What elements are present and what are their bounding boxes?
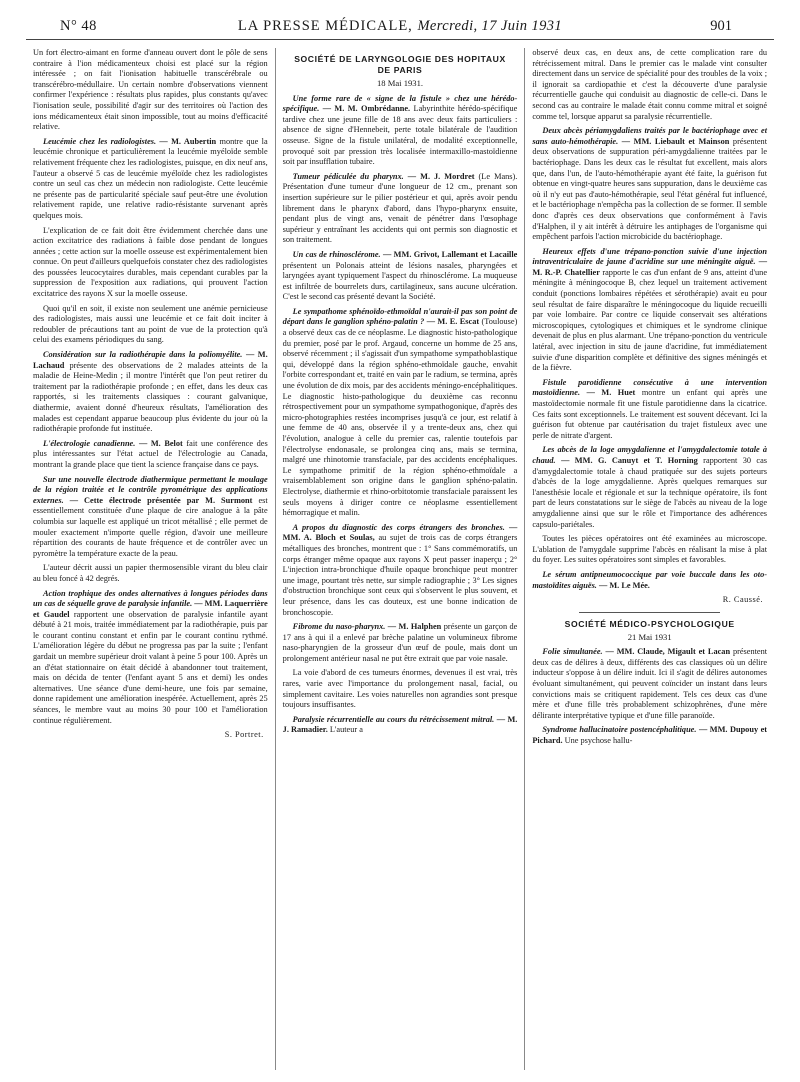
intro-paragraph: Un fort électro-aimant en forme d'anneau ouvert dont le pôle de sens contraire à l'ion médicamenteux choisi est placé sur la région intéressée ; on fait l'ionisation habituelle transcérébrale ou transcérébro-médullaire. Un certain nombre d'observations viennent confirmer l'expérience : résultats plus rapides, plus constants qu'avec l'ionisation seule, possibilité d'agir sur des territoires où l'action des ions médicamenteux était sinon impossible, tout au moins d'efficacité relative. bbox=[33, 48, 268, 132]
communication-author: — M. M. Ombrédanne. bbox=[322, 104, 411, 114]
communication-title: Heureux effets d'une trépano-ponction suivie d'une injection intraventriculaire de jaune d'acridine sur une méningite aiguë. bbox=[532, 246, 768, 267]
communication-author: — M. Huet bbox=[586, 388, 636, 398]
body-paragraph: L'explication de ce fait doit être évidemment cherchée dans une action excitatrice des radiations à faible dose pendant de longues années ; cette action sur la moelle osseuse est expérimentalement bien connue. On peut d'ailleurs quelquefois constater chez des radiologistes des poussées leucocytaires durables, mais cependant curables par la suppression de l'exposition aux radiations, qui prouvent l'action excitatrice des rayons X sur la moelle osseuse. bbox=[33, 225, 268, 299]
communication-tumeur bbox=[283, 172, 518, 246]
communication-title: A propos du diagnostic des corps étrangers des bronches. bbox=[292, 522, 505, 532]
communication-title: Fibrome du naso-pharynx. bbox=[292, 622, 386, 632]
page-number: 901 bbox=[710, 18, 732, 34]
communication-author: — MM. Dupouy et Pichard. bbox=[532, 725, 768, 746]
communication-author: — Cette électrode présentée par M. Surmont bbox=[69, 495, 253, 505]
communication-author: — M. R.-P. Chatellier bbox=[532, 257, 768, 277]
communication-ondes bbox=[33, 589, 268, 727]
communication-text: montre que la leucémie chronique et particulièrement la leucémie myéloïde semble relativement fréquente chez les radiologistes, puisque, en dix neuf ans, l'auteur a observé 5 cas de leucémie myéloïde chez les radiologistes contre un seul cas chez un médecin non radiologiste. Cette leucémie ne présente pas de particularité spéciale sauf peut-être une évolution relativement rapide, une relative radio-résistante survenant après quelques mois. bbox=[33, 136, 268, 220]
reporter-signature: S. Portret. bbox=[224, 730, 264, 740]
communication-leucemie bbox=[33, 137, 268, 222]
journal-title: LA PRESSE MÉDICALE, bbox=[237, 18, 413, 34]
communication-text: fait une conférence des plus intéressantes sur l'état actuel de l'électrologie au Canada, montrant la grande place que tient la science française dans ce pays. bbox=[33, 438, 268, 469]
column-2 bbox=[275, 48, 525, 1070]
body-paragraph: Toutes les pièces opératoires ont été examinées au microscope. L'ablation de l'amygdale supprime l'abcès en réalisant la mise à plat du foyer. Les suites opératoires sont simples et favorables. bbox=[532, 534, 768, 565]
communication-title: Le sérum antipneumococcique par voie buccale dans les oto-mastoïdites aiguës. bbox=[532, 569, 768, 590]
communication-text: présente un garçon de 17 ans à qui il a enlevé par brèche palatine un volumineux fibrome naso-pharyngien de la grosseur d'un œuf de poule, mais dont un prolongement antérieur nasal ne put être extrait que par voie nasale. bbox=[282, 622, 518, 663]
communication-text: au sujet de trois cas de corps étrangers métalliques des bronches, montrent que : 1° Sans commémoratifs, un corps étranger même opaque aux rayons X peut passer inaperçu ; 2° L'injection intra-bronchique d'huile opaque bronchique peut montrer une image, pourtant très nette, sur simple radiographie ; 3° Les signes d'obstruction bronchique sont ceux qui s'observent le plus souvent, et leur présence, dans les cas douteux, est une bonne indication de bronchoscopie. bbox=[282, 533, 518, 617]
communication-text: rapportent une observation de paralysie infantile ayant débuté à 21 mois, traitée immédiatement par la radiothérapie, puis par le courant continu constant et enfin par le courant continu rythmé. L'amélioration légère du début ne progressa pas par la suite ; l'enfant gardait un membre supérieur droit valant à peine 5 pour 100. Après un an d'état stationnaire on était décidé à abandonner tout traitement, mais on décida de tenter (l'enfant ayant 5 ans et demi) les ondes alternatives. Une séance d'une demi-heure, une fois par semaine, donne rapidement une amélioration inespérée. Actuellement, après 25 séances, le membre vaut au moins 30 pour 100 et l'amélioration continue régulièrement. bbox=[33, 609, 268, 725]
communication-fistule bbox=[283, 94, 518, 168]
communication-sympathome bbox=[283, 307, 518, 519]
communication-folie bbox=[532, 647, 767, 721]
communication-corps-etrangers bbox=[283, 523, 518, 618]
column-1 bbox=[26, 48, 275, 1070]
communication-abces bbox=[532, 126, 767, 243]
communication-text: présentent un Polonais atteint de lésions nasales, pharyngées et laryngées ayant typiquement l'aspect du rhinosclérome. La muqueuse est infiltrée de bourrelets durs, cartilagineux, sans aucune ulcération. C'est le second cas présenté devant la Société. bbox=[282, 260, 518, 302]
communication-title: Deux abcès périamygdaliens traités par le bactériophage avec et sans auto-hémothérapie. bbox=[532, 126, 768, 146]
communication-text: rapportent 30 cas d'amygdalectomie totale à chaud pratiquée sur des sujets porteurs d'abcès de la loge amygdalienne. Après quelques remarques sur l'anesthésie locale et régionale et sur la technique opératoire, ils font part de leurs constatations sur le siège de l'abcès au niveau de la loge amygdalienne ainsi que sur le rôle et l'importance des adhérences capsulo-pariétales. bbox=[532, 455, 768, 529]
communication-text: Labyrinthite hérédo-spécifique tardive chez une jeune fille de 18 ans avec deux faits particuliers : absence de signe d'Hennebeit, perte totale bilatérale de l'audition osseuse. Signe de la fistule unilatéral, de modalité exceptionnelle, provoqué soit par pression très localisée intermaxillo-mastoïdienne soit par insufflation tubaire. bbox=[282, 104, 518, 167]
communication-title: Sur une nouvelle électrode diathermique permettant le moulage de la région traitée et le contrôle pyrométrique des applications externes. bbox=[33, 474, 268, 505]
communication-author: — MM. Claude, Migault et Lacan bbox=[605, 647, 731, 657]
communication-title: Folie simultanée. bbox=[542, 647, 603, 657]
communication-title: Action trophique des ondes alternatives à longues périodes dans un cas de séquelle grave de paralysie infantile. bbox=[33, 588, 268, 609]
communication-author: — M. Le Mée. bbox=[598, 580, 650, 590]
section-heading-line: DE PARIS bbox=[377, 65, 423, 75]
communication-author: — MM. A. Bloch et Soulas, bbox=[282, 522, 518, 543]
communication-author: — MM. Liebault et Mainson bbox=[621, 136, 730, 146]
communication-trepano-ponction bbox=[532, 247, 767, 374]
communication-title: Leucémie chez les radiologistes. bbox=[43, 136, 157, 146]
section-heading bbox=[283, 54, 518, 76]
section-heading: SOCIÉTÉ MÉDICO-PSYCHOLOGIQUE bbox=[564, 618, 735, 629]
body-paragraph: La voie d'abord de ces tumeurs énormes, devenues il est vrai, très rares, varie avec l'importance du prolongement nasal, facial, ou simplement cavitaire. Les voies naturelles non agrandies sont presque toujours insuffisantes. bbox=[282, 668, 518, 710]
communication-title: Fistule parotidienne consécutive à une intervention mastoïdienne. bbox=[532, 377, 768, 398]
column-3 bbox=[524, 48, 774, 1070]
communication-paralysie bbox=[283, 715, 518, 736]
communication-author: — MM. G. Canuyt et T. Horning bbox=[561, 455, 698, 465]
section-divider bbox=[579, 612, 720, 613]
running-header bbox=[26, 14, 774, 40]
issue-number: N° 48 bbox=[60, 18, 97, 34]
communication-title: Tumeur pédiculée du pharynx. bbox=[292, 171, 404, 181]
communication-author: — M. Belot bbox=[138, 438, 183, 448]
body-paragraph: L'auteur décrit aussi un papier thermosensible virant du bleu clair au bleu foncé à 42 degrés. bbox=[33, 563, 268, 583]
communication-fibrome bbox=[283, 622, 518, 664]
communication-text: montre un enfant qui après une mastoïdectomie normale fit une fistule parotidienne dans la cicatrice. Ces faits sont exceptionnels. Le traitement est souvent décevant. Ici la guérison fut obtenue par cautérisation du trajet fistuleux avec une perle de nitrate d'argent. bbox=[532, 388, 768, 440]
communication-text: présentent deux cas de délires à deux, différents des cas classiques où un délire inducteur s'oppose à un délire induit. Ici il s'agit de délires autonomes évoluant simultanément, qui peuvent coïncider un instant dans leurs convictions mais se critiquent rapidement. Tels ces deux cas d'une mère et d'une fille très probablement schizophrènes, d'une mère délirante interprétative typique et d'une fille paranoïde. bbox=[532, 647, 768, 720]
communication-title: Les abcès de la loge amygdalienne et l'amygdalectomie totale à chaud. bbox=[532, 445, 768, 465]
communication-author: — M. Aubertin bbox=[159, 136, 217, 146]
section-heading-line: SOCIÉTÉ DE LARYNGOLOGIE DES HOPITAUX bbox=[294, 54, 506, 64]
communication-author: — MM. Laquerrière et Gaudel bbox=[33, 599, 268, 619]
communication-title: Paralysie récurrentielle au cours du rétrécissement mitral. bbox=[292, 714, 495, 724]
communication-author: — MM. Grivot, Lallemant et Lacaille bbox=[383, 249, 518, 259]
communication-text: L'auteur a bbox=[327, 725, 363, 735]
communication-title: Le sympathome sphénoïdo-ethmoïdal n'aurait-il pas son point de départ dans le ganglion sphéno-palatin ? bbox=[282, 306, 518, 327]
communication-loge-amygdalienne bbox=[532, 445, 767, 530]
communication-syndrome bbox=[532, 725, 767, 746]
communication-text: est essentiellement constituée d'une plaque de cire analogue à la pâte columbia sur laquelle est appliqué un tricot métallisé ; elle permet de mouler exactement n'importe quelle région, d'avoir une meilleure répartition des courants de haute fréquence et de contrôler avec un pyromètre la température exacte de la peau. bbox=[33, 495, 268, 558]
body-paragraph: Quoi qu'il en soit, il existe non seulement une anémie pernicieuse des radiologistes, mais aussi une leucémie et ce fait doit inciter à redoubler de précautions tant au point de vue de la protection qu'à celui des examens périodiques du sang. bbox=[33, 303, 268, 345]
communication-title: Une forme rare de « signe de la fistule » chez une hérédo-spécifique. bbox=[282, 93, 518, 114]
communication-text: présentent deux observations de suppuration péri-amygdalienne traitées par le bactériophage. Dans les deux cas le résultat fut excellent, mais alors que, dans l'un, de l'auto-hémothérapie ayant été faite, la guérison fut obtenue en vingt-quatre heures sans suppuration, dans le deuxième cas où il n'y eut pas d'auto-hémothérapie, seul l'état général fut influencé, et le bactériophage n'empêcha pas la collection de se former. Il semble donc d'après ces deux observations que conformément à l'avis d'Halphen, il y ait intérêt à détruire les antiphages de l'organisme qui empêchent parfois l'action microbicide du bactériophage. bbox=[532, 136, 768, 242]
communication-text: rapporte le cas d'un enfant de 9 ans, atteint d'une méningite à méningocoque B, chez lequel un traitement activement conduit (ponctions lombaires répétées et sérothérapie) avait eu pour seul résultat de faire disparaître le méningocoque du liquide recueilli par voie lombaire. Par contre ce liquide conservait ses altérations microscopiques, cytologiques et chimiques et le syndrome clinique devenait de plus en plus alarmant. Une trépano-ponction du ventricule latéral, avec injection in situ de jaune d'acridine, fut immédiatement suivie d'une disparition complète et définitive des signes méningés et de la fièvre. bbox=[532, 267, 768, 373]
communication-title: Syndrome hallucinatoire postencéphalitique. bbox=[542, 725, 697, 735]
reporter-signature: R. Caussé. bbox=[722, 595, 764, 605]
communication-poliomyelite bbox=[33, 350, 268, 435]
continued-paragraph: observé deux cas, en deux ans, de cette complication rare du rétrécissement mitral. Dans le premier cas le malade vint consulter directement dans un service de spécialité pour des troubles de la voix ; il ignorait sa cardiopathie et c'est la découverte d'une paralysie récurrentielle gauche qui conduisit au diagnostic de celle-ci. Dans le second cas au contraire le malade était connu comme mitral et soigné comme tel, lorsque apparut sa paralysie récurrentielle. bbox=[532, 48, 768, 121]
article-columns bbox=[26, 48, 774, 1070]
communication-title: Considération sur la radiothérapie dans la poliomyélite. bbox=[43, 350, 243, 360]
communication-author: — M. E. Escat bbox=[426, 317, 480, 327]
session-date: 21 Mai 1931 bbox=[627, 631, 672, 642]
communication-serum bbox=[532, 570, 767, 591]
communication-author: — M. Halphen bbox=[387, 622, 442, 632]
communication-electrode bbox=[33, 475, 268, 560]
communication-fistule-parotidienne bbox=[532, 378, 767, 442]
communication-text: présente des observations de 2 malades atteints de la maladie de Heine-Medin ; il montre l'intérêt que l'on peut retirer du traitement par la radiothérapie profonde ; en effet, dans les deux cas rapportés, si les traitements classiques : courant galvanique, diathermie, avaient donné d'heureux résultats, l'amélioration des malades est cependant apparue beaucoup plus évidente du jour où la radiothérapie profonde fut instituée. bbox=[33, 360, 268, 434]
issue-date: Mercredi, 17 Juin 1931 bbox=[417, 18, 563, 34]
communication-text: Une psychose hallu- bbox=[562, 736, 633, 746]
journal-masthead bbox=[26, 18, 774, 35]
communication-text: (Le Mans). Présentation d'une tumeur d'une longueur de 12 cm., prenant son insertion supérieure sur le pilier postérieur et qui, après avoir pendu librement dans le pharynx d'abord, dans l'hypo-pharynx ensuite, pendant plus de vingt ans, venait de pénétrer dans l'œsophage supérieur y entraînant les accidents qui ont permis son diagnostic et son traitement. bbox=[282, 171, 518, 245]
session-date: 18 Mai 1931. bbox=[376, 78, 424, 88]
communication-author: — M. Lachaud bbox=[33, 350, 268, 370]
communication-title: L'électrologie canadienne. bbox=[43, 438, 136, 448]
communication-author: — M. J. Ramadier. bbox=[282, 714, 518, 735]
communication-author: — M. J. Mordret bbox=[407, 171, 475, 181]
communication-title: Un cas de rhinosclérome. bbox=[292, 249, 381, 259]
communication-rhinosclerome bbox=[283, 250, 518, 303]
communication-text: (Toulouse) a observé deux cas de ce néoplasme. Le diagnostic histo-pathologique du premier, posé par le prof. Argaud, concerne un homme de 25 ans, observé récemment ; il s'agissait d'un sympathome sympathoblastique qui, développé dans la région sphéno-ethmoïdale gauche, envahit l'orbite correspondant et, traité en vain par le radium, se termina, après une évolution de dix mois, par des accidents méningo-encéphalitiques. Le diagnostic histo-pathologique du deuxième cas reconnu rétrospectivement pour un sympathome sympathogonique, d'après des micro-photographies restées incomprises jusqu'à ce jour, est relatif à une femme de 40 ans, observée il y a trente-deux ans, chez qui l'évolution, analogue à celle du premier cas, ralentie toutefois par l'électrolyse endonasale, se prolongea cinq ans, mais se termina, malgré une rhinotomie transfaciale, par des accidents encéphaliques. Le sympathome primitif de la région sphéno-ethmoïdale a vraisemblablement son origine dans le ganglion sphéno-palatin. Electrolyse, diathermie et rhino-orbitotomie transfaciale paraissent les seuls moyens à diriger contre ce néoplasme essentiellement hémorragique et malin. bbox=[282, 317, 518, 518]
communication-electrologie bbox=[33, 439, 268, 471]
